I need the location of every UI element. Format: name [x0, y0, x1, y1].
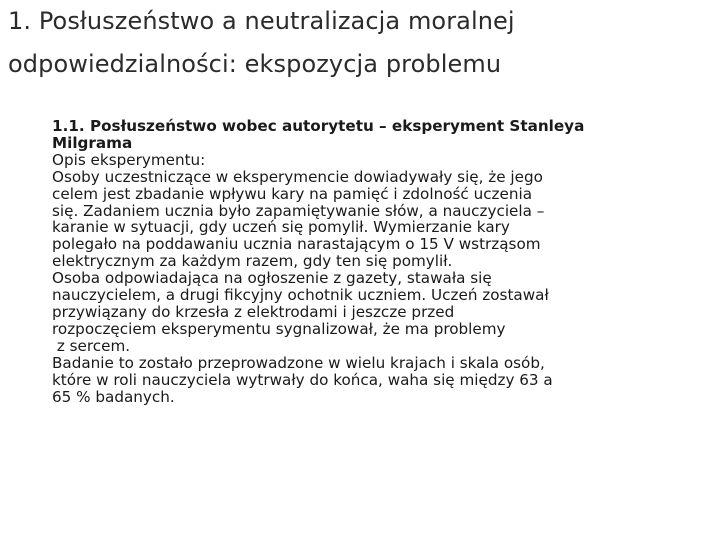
paragraph-line: rozpoczęciem eksperymentu sygnalizował, że ma problemy	[52, 319, 506, 338]
paragraph-line: z sercem.	[52, 336, 131, 355]
slide-title-line-1: 1. Posłuszeństwo a neutralizacja moralnej	[8, 7, 515, 35]
paragraph-results	[52, 355, 692, 406]
paragraph-line: się. Zadaniem ucznia było zapamiętywanie słów, a nauczyciela –	[52, 201, 545, 220]
paragraph-line: elektrycznym za każdym razem, gdy ten się pomylił.	[52, 252, 453, 271]
paragraph-line: które w roli nauczyciela wytrwały do końca, waha się między 63 a	[52, 370, 553, 389]
paragraph-roles	[52, 270, 692, 355]
subheading-line: Milgrama	[52, 133, 133, 152]
paragraph-line: Osoby uczestniczące w eksperymencie dowiadywały się, że jego	[52, 167, 543, 186]
paragraph-line: 65 % badanych.	[52, 387, 175, 406]
paragraph-line: Badanie to zostało przeprowadzone w wielu krajach i skala osób,	[52, 353, 545, 372]
paragraph-line: celem jest zbadanie wpływu kary na pamięć i zdolność uczenia	[52, 184, 533, 203]
paragraph-line: karanie w sytuacji, gdy uczeń się pomylił. Wymierzanie kary	[52, 218, 510, 237]
paragraph-line: przywiązany do krzesła z elektrodami i jeszcze przed	[52, 302, 455, 321]
description-label-text: Opis eksperymentu:	[52, 150, 206, 169]
paragraph-line: polegało na poddawaniu ucznia narastającym o 15 V wstrząsom	[52, 235, 541, 254]
subheading-line: 1.1. Posłuszeństwo wobec autorytetu – eksperyment Stanleya	[52, 117, 585, 135]
slide-title-line-2: odpowiedzialności: ekspozycja problemu	[8, 50, 502, 78]
section-subheading	[52, 118, 692, 152]
paragraph-procedure	[52, 169, 692, 270]
slide-title	[8, 0, 708, 86]
description-label	[52, 152, 692, 169]
paragraph-line: nauczycielem, a drugi fikcyjny ochotnik uczniem. Uczeń zostawał	[52, 286, 549, 305]
paragraph-line: Osoba odpowiadająca na ogłoszenie z gazety, stawała się	[52, 269, 492, 288]
slide-body	[52, 118, 692, 405]
